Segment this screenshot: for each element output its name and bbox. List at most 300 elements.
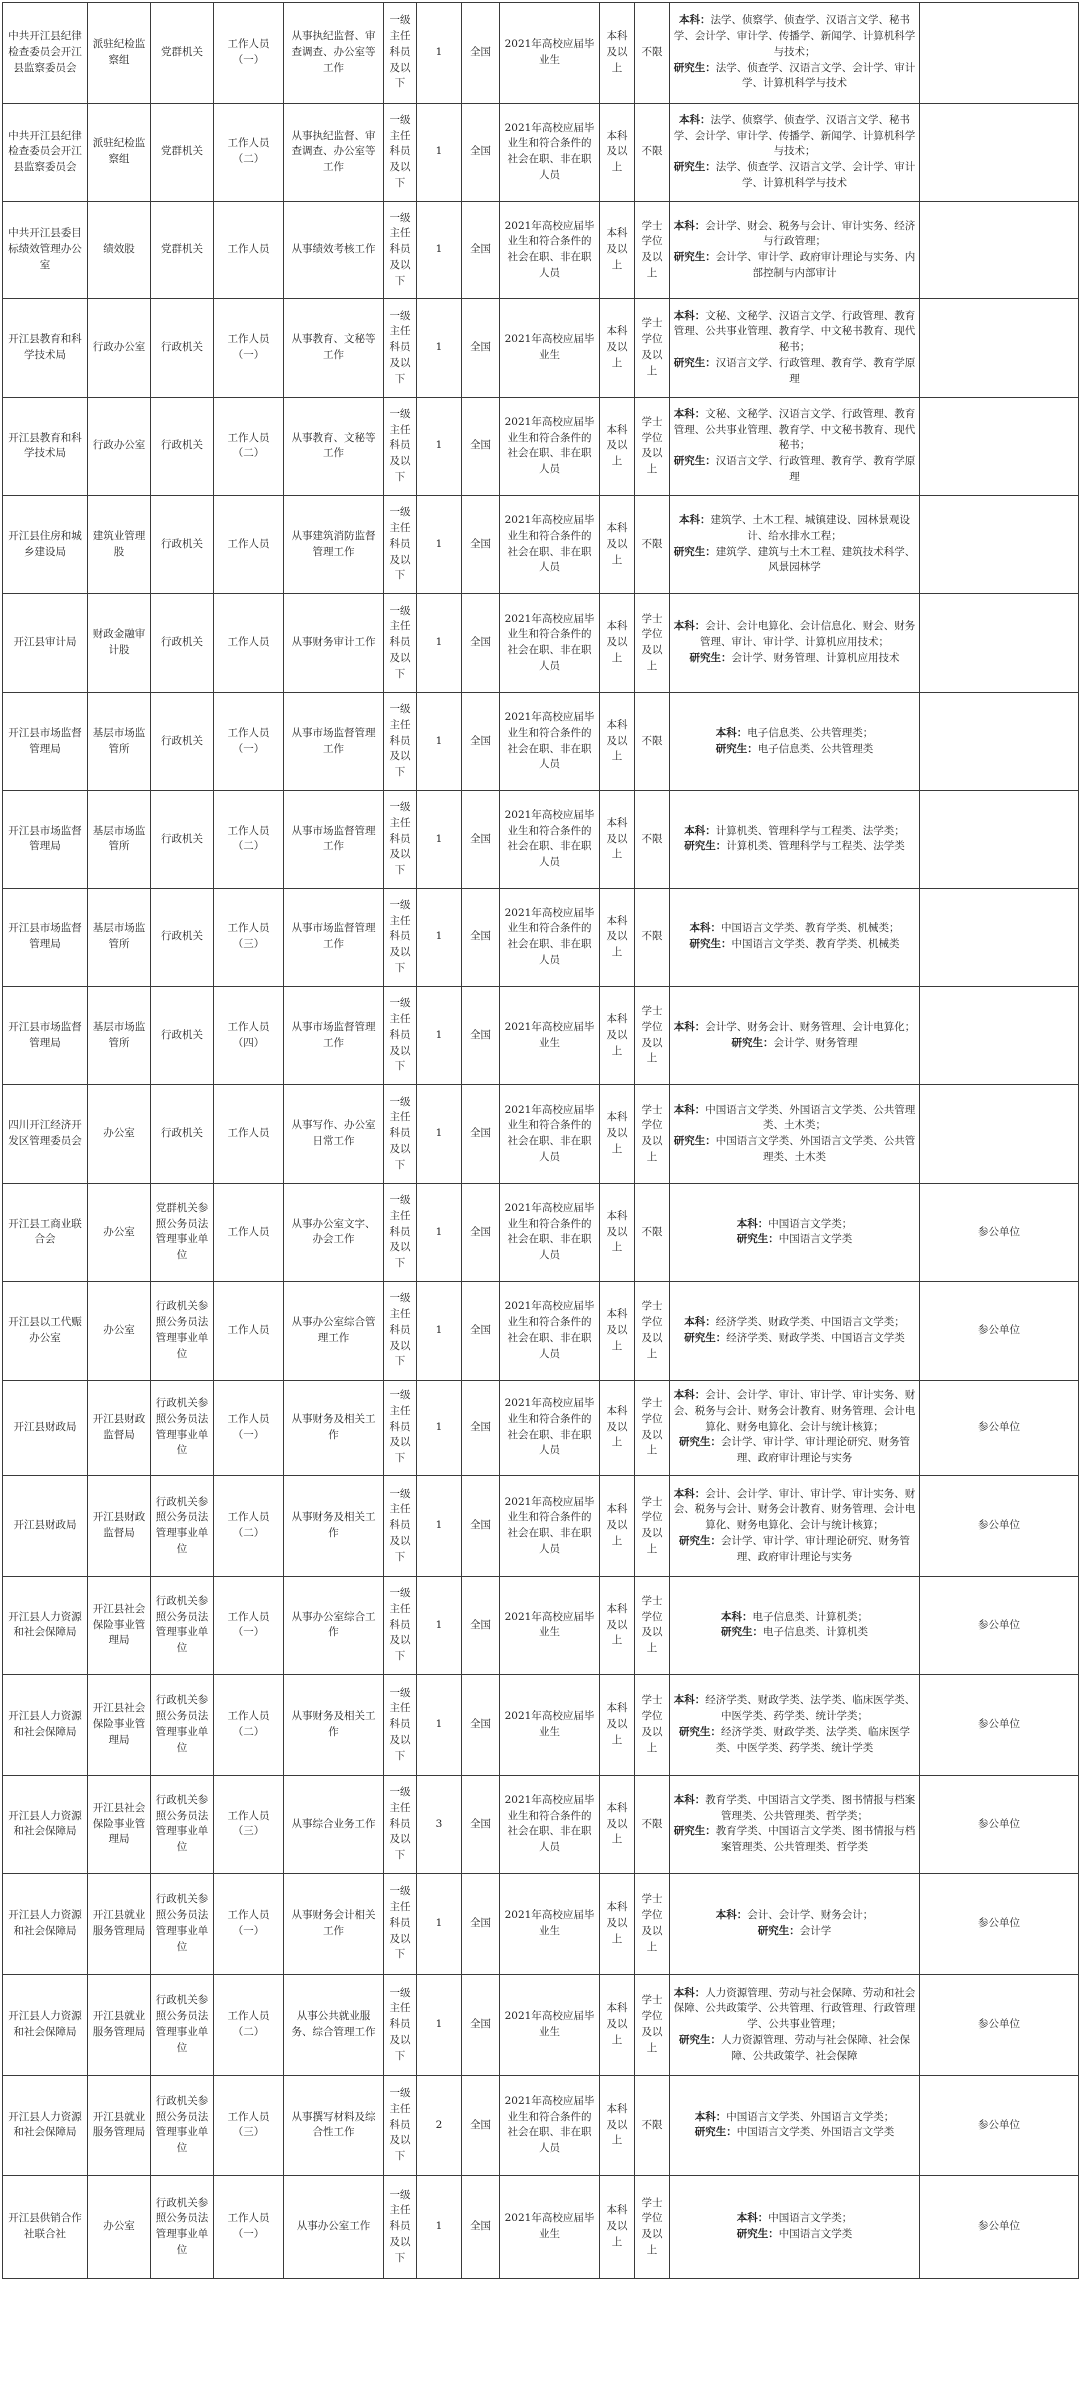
undergrad-label: 本科： [673, 1694, 706, 1707]
recruit-count-cell: 1 [417, 1380, 462, 1475]
department-cell: 开江县人力资源和社会保障局 [3, 1975, 88, 2076]
unit-cell: 建筑业管理股 [88, 496, 151, 594]
unit-nature-cell: 行政机关 [151, 1085, 214, 1183]
grad-label: 研究生： [736, 2228, 779, 2241]
position-name-cell: 工作人员（一） [214, 1873, 284, 1975]
recruit-count-cell: 1 [417, 1282, 462, 1380]
undergrad-label: 本科： [679, 113, 711, 126]
remark-cell [920, 201, 1079, 298]
degree-cell: 学士学位及以上 [635, 1873, 670, 1975]
grad-label: 研究生： [757, 1924, 800, 1937]
education-cell: 本科及以上 [600, 1282, 635, 1380]
degree-cell: 学士学位及以上 [635, 1475, 670, 1577]
target-cell: 2021年高校应届毕业生 [500, 3, 600, 104]
scope-cell: 全国 [462, 1380, 500, 1475]
position-name-cell: 工作人员（三） [214, 888, 284, 986]
unit-nature-cell: 行政机关 [151, 299, 214, 397]
education-cell: 本科及以上 [600, 1674, 635, 1776]
scope-cell: 全国 [462, 986, 500, 1084]
remark-cell [920, 986, 1079, 1084]
education-cell: 本科及以上 [600, 3, 635, 104]
level-cell: 一级主任科员及以下 [384, 791, 417, 888]
scope-cell: 全国 [462, 2075, 500, 2176]
education-cell: 本科及以上 [600, 2176, 635, 2279]
education-cell: 本科及以上 [600, 791, 635, 888]
table-row [3, 1085, 1079, 1183]
unit-nature-cell: 党群机关 [151, 103, 214, 201]
level-cell: 一级主任科员及以下 [384, 1085, 417, 1183]
grad-majors: 会计学、财务管理 [773, 1036, 858, 1049]
department-cell: 开江县人力资源和社会保障局 [3, 1674, 88, 1776]
unit-nature-cell: 党群机关 [151, 201, 214, 298]
unit-cell: 行政办公室 [88, 299, 151, 397]
degree-cell: 不限 [635, 888, 670, 986]
grad-label: 研究生： [679, 1534, 721, 1547]
scope-cell: 全国 [462, 496, 500, 594]
degree-cell: 学士学位及以上 [635, 201, 670, 298]
unit-cell: 绩效股 [88, 201, 151, 298]
unit-cell: 基层市场监管所 [88, 986, 151, 1084]
recruit-count-cell: 1 [417, 496, 462, 594]
target-cell: 2021年高校应届毕业生 [500, 2176, 600, 2279]
level-cell: 一级主任科员及以下 [384, 2075, 417, 2176]
major-cell [670, 103, 920, 201]
remark-cell [920, 1085, 1079, 1183]
recruit-count-cell: 3 [417, 1776, 462, 1873]
target-cell: 2021年高校应届毕业生和符合条件的社会在职、非在职人员 [500, 1183, 600, 1281]
undergrad-majors: 中国语言文学类、教育学类、机械类； [721, 922, 900, 935]
degree-cell: 学士学位及以上 [635, 1085, 670, 1183]
major-cell [670, 1475, 920, 1577]
scope-cell: 全国 [462, 3, 500, 104]
major-cell [670, 594, 920, 692]
department-cell: 开江县人力资源和社会保障局 [3, 1577, 88, 1674]
recruit-count-cell: 1 [417, 791, 462, 888]
unit-nature-cell: 行政机关参照公务员法管理事业单位 [151, 1475, 214, 1577]
level-cell: 一级主任科员及以下 [384, 1975, 417, 2076]
degree-cell: 学士学位及以上 [635, 299, 670, 397]
table-row [3, 299, 1079, 397]
undergrad-majors: 人力资源管理、劳动与社会保障、劳动和社会保障、公共政策学、公共管理、行政管理、行政管理学、公共事业管理； [673, 1986, 916, 2031]
grad-majors: 汉语言文学、行政管理、教育学、教育学原理 [715, 356, 916, 385]
level-cell: 一级主任科员及以下 [384, 201, 417, 298]
grad-majors: 教育学类、中国语言文学类、图书情报与档案管理类、公共管理类、哲学类 [715, 1825, 916, 1854]
target-cell: 2021年高校应届毕业生 [500, 986, 600, 1084]
education-cell: 本科及以上 [600, 1975, 635, 2076]
undergrad-majors: 会计学、财务会计、财务管理、会计电算化； [705, 1020, 916, 1033]
duty-cell: 从事建筑消防监督管理工作 [284, 496, 384, 594]
degree-cell: 学士学位及以上 [635, 1380, 670, 1475]
level-cell: 一级主任科员及以下 [384, 1282, 417, 1380]
remark-cell [920, 299, 1079, 397]
remark-cell [920, 103, 1079, 201]
table-row [3, 1282, 1079, 1380]
department-cell: 开江县以工代赈办公室 [3, 1282, 88, 1380]
recruit-count-cell: 1 [417, 103, 462, 201]
undergrad-label: 本科： [736, 1217, 769, 1230]
level-cell: 一级主任科员及以下 [384, 1380, 417, 1475]
scope-cell: 全国 [462, 201, 500, 298]
remark-cell: 参公单位 [920, 2075, 1079, 2176]
table-row [3, 791, 1079, 888]
position-name-cell: 工作人员 [214, 201, 284, 298]
degree-cell: 不限 [635, 103, 670, 201]
recruit-count-cell: 1 [417, 299, 462, 397]
grad-label: 研究生： [673, 1135, 716, 1148]
department-cell: 开江县人力资源和社会保障局 [3, 1776, 88, 1873]
recruit-count-cell: 2 [417, 2075, 462, 2176]
recruit-count-cell: 1 [417, 1674, 462, 1776]
duty-cell: 从事办公室工作 [284, 2176, 384, 2279]
grad-majors: 会计学、审计学、政府审计理论与实务、内部控制与内部审计 [715, 251, 916, 279]
target-cell: 2021年高校应届毕业生和符合条件的社会在职、非在职人员 [500, 496, 600, 594]
target-cell: 2021年高校应届毕业生 [500, 1873, 600, 1975]
degree-cell: 学士学位及以上 [635, 1282, 670, 1380]
unit-cell: 开江县社会保险事业管理局 [88, 1577, 151, 1674]
remark-cell [920, 397, 1079, 495]
remark-cell: 参公单位 [920, 1282, 1079, 1380]
table-row [3, 103, 1079, 201]
department-cell: 开江县市场监督管理局 [3, 692, 88, 790]
level-cell: 一级主任科员及以下 [384, 692, 417, 790]
position-name-cell: 工作人员（二） [214, 397, 284, 495]
undergrad-label: 本科： [673, 1389, 706, 1402]
grad-majors: 电子信息类、公共管理类 [757, 742, 874, 755]
major-cell [670, 791, 920, 888]
unit-nature-cell: 行政机关参照公务员法管理事业单位 [151, 2176, 214, 2279]
level-cell: 一级主任科员及以下 [384, 1776, 417, 1873]
undergrad-majors: 中国语言文学类； [768, 2212, 853, 2225]
duty-cell: 从事财务及相关工作 [284, 1674, 384, 1776]
unit-nature-cell: 行政机关 [151, 397, 214, 495]
position-name-cell: 工作人员（二） [214, 103, 284, 201]
unit-cell: 基层市场监管所 [88, 888, 151, 986]
undergrad-label: 本科： [684, 824, 716, 837]
table-row [3, 1183, 1079, 1281]
major-cell [670, 496, 920, 594]
level-cell: 一级主任科员及以下 [384, 103, 417, 201]
unit-cell: 办公室 [88, 1085, 151, 1183]
undergrad-majors: 法学、侦察学、侦查学、汉语言文学、秘书学、会计学、审计学、传播学、新闻学、计算机科学与技术； [673, 113, 916, 158]
position-name-cell: 工作人员（一） [214, 1577, 284, 1674]
major-cell [670, 986, 920, 1084]
remark-cell [920, 888, 1079, 986]
department-cell: 中共开江县纪律检查委员会开江县监察委员会 [3, 3, 88, 104]
target-cell: 2021年高校应届毕业生 [500, 1674, 600, 1776]
major-cell [670, 2176, 920, 2279]
unit-nature-cell: 行政机关参照公务员法管理事业单位 [151, 1873, 214, 1975]
grad-label: 研究生： [684, 1331, 727, 1344]
department-cell: 开江县审计局 [3, 594, 88, 692]
undergrad-majors: 教育学类、中国语言文学类、图书情报与档案管理类、公共管理类、哲学类； [705, 1793, 916, 1822]
target-cell: 2021年高校应届毕业生 [500, 299, 600, 397]
education-cell: 本科及以上 [600, 594, 635, 692]
unit-cell: 开江县就业服务管理局 [88, 2075, 151, 2176]
department-cell: 开江县教育和科学技术局 [3, 299, 88, 397]
department-cell: 开江县市场监督管理局 [3, 888, 88, 986]
undergrad-label: 本科： [673, 1103, 706, 1116]
remark-cell: 参公单位 [920, 1475, 1079, 1577]
major-cell [670, 1975, 920, 2076]
degree-cell: 不限 [635, 1776, 670, 1873]
grad-majors: 人力资源管理、劳动与社会保障、社会保障、公共政策学、社会保障 [721, 2033, 910, 2062]
undergrad-majors: 法学、侦察学、侦查学、汉语言文学、秘书学、会计学、审计学、传播学、新闻学、计算机科学与技术； [673, 14, 916, 58]
level-cell: 一级主任科员及以下 [384, 2176, 417, 2279]
table-row [3, 888, 1079, 986]
target-cell: 2021年高校应届毕业生和符合条件的社会在职、非在职人员 [500, 1085, 600, 1183]
remark-cell [920, 496, 1079, 594]
undergrad-majors: 电子信息类、计算机类； [752, 1610, 868, 1623]
major-cell [670, 1873, 920, 1975]
scope-cell: 全国 [462, 1475, 500, 1577]
remark-cell [920, 791, 1079, 888]
duty-cell: 从事办公室综合管理工作 [284, 1282, 384, 1380]
grad-majors: 经济学类、财政学类、法学类、临床医学类、中医学类、药学类、统计学类 [715, 1725, 910, 1754]
position-name-cell: 工作人员（一） [214, 299, 284, 397]
grad-majors: 中国语言文学类 [778, 2228, 853, 2241]
table-row [3, 3, 1079, 104]
undergrad-majors: 会计、会计学、审计、审计学、审计实务、财会、税务与会计、财务会计教育、财务管理、会计电算化、财务电算化、会计与统计核算； [673, 1487, 916, 1532]
position-name-cell: 工作人员（二） [214, 791, 284, 888]
education-cell: 本科及以上 [600, 496, 635, 594]
table-row [3, 2176, 1079, 2279]
table-row [3, 692, 1079, 790]
undergrad-majors: 计算机类、管理科学与工程类、法学类； [715, 824, 905, 837]
position-name-cell: 工作人员（二） [214, 1975, 284, 2076]
undergrad-label: 本科： [679, 14, 711, 27]
unit-nature-cell: 行政机关 [151, 986, 214, 1084]
position-name-cell: 工作人员（二） [214, 1674, 284, 1776]
duty-cell: 从事财务及相关工作 [284, 1380, 384, 1475]
unit-nature-cell: 行政机关参照公务员法管理事业单位 [151, 1577, 214, 1674]
education-cell: 本科及以上 [600, 1183, 635, 1281]
recruit-count-cell: 1 [417, 1873, 462, 1975]
unit-nature-cell: 行政机关参照公务员法管理事业单位 [151, 2075, 214, 2176]
department-cell: 开江县人力资源和社会保障局 [3, 2075, 88, 2176]
unit-cell: 开江县社会保险事业管理局 [88, 1776, 151, 1873]
grad-label: 研究生： [721, 1626, 763, 1639]
level-cell: 一级主任科员及以下 [384, 1873, 417, 1975]
table-row [3, 1475, 1079, 1577]
position-name-cell: 工作人员 [214, 1282, 284, 1380]
undergrad-label: 本科： [673, 219, 706, 232]
recruit-count-cell: 1 [417, 3, 462, 104]
recruit-count-cell: 1 [417, 1577, 462, 1674]
degree-cell: 不限 [635, 692, 670, 790]
grad-label: 研究生： [731, 1036, 774, 1049]
table-row [3, 1776, 1079, 1873]
education-cell: 本科及以上 [600, 986, 635, 1084]
degree-cell: 学士学位及以上 [635, 1577, 670, 1674]
scope-cell: 全国 [462, 888, 500, 986]
duty-cell: 从事绩效考核工作 [284, 201, 384, 298]
recruit-count-cell: 1 [417, 888, 462, 986]
major-cell [670, 1183, 920, 1281]
grad-majors: 法学、侦查学、汉语言文学、会计学、审计学、计算机科学与技术 [715, 161, 916, 189]
education-cell: 本科及以上 [600, 1085, 635, 1183]
remark-cell: 参公单位 [920, 1776, 1079, 1873]
scope-cell: 全国 [462, 1674, 500, 1776]
duty-cell: 从事市场监督管理工作 [284, 692, 384, 790]
undergrad-majors: 中国语言文学类、外国语言文学类； [726, 2110, 895, 2123]
department-cell: 开江县人力资源和社会保障局 [3, 1873, 88, 1975]
grad-majors: 中国语言文学类、外国语言文学类、公共管理类、土木类 [715, 1135, 916, 1163]
scope-cell: 全国 [462, 397, 500, 495]
scope-cell: 全国 [462, 1975, 500, 2076]
undergrad-majors: 中国语言文学类； [768, 1217, 853, 1230]
recruit-count-cell: 1 [417, 1085, 462, 1183]
unit-nature-cell: 党群机关 [151, 3, 214, 104]
education-cell: 本科及以上 [600, 103, 635, 201]
level-cell: 一级主任科员及以下 [384, 986, 417, 1084]
target-cell: 2021年高校应届毕业生和符合条件的社会在职、非在职人员 [500, 1282, 600, 1380]
department-cell: 四川开江经济开发区管理委员会 [3, 1085, 88, 1183]
target-cell: 2021年高校应届毕业生和符合条件的社会在职、非在职人员 [500, 201, 600, 298]
scope-cell: 全国 [462, 1183, 500, 1281]
target-cell: 2021年高校应届毕业生和符合条件的社会在职、非在职人员 [500, 1776, 600, 1873]
remark-cell [920, 594, 1079, 692]
scope-cell: 全国 [462, 1873, 500, 1975]
job-table [2, 2, 1079, 2279]
unit-nature-cell: 行政机关参照公务员法管理事业单位 [151, 1380, 214, 1475]
recruit-count-cell: 1 [417, 692, 462, 790]
undergrad-label: 本科： [694, 2110, 727, 2123]
unit-nature-cell: 行政机关参照公务员法管理事业单位 [151, 1282, 214, 1380]
recruit-count-cell: 1 [417, 986, 462, 1084]
level-cell: 一级主任科员及以下 [384, 1577, 417, 1674]
degree-cell: 不限 [635, 496, 670, 594]
major-cell [670, 1085, 920, 1183]
remark-cell: 参公单位 [920, 1183, 1079, 1281]
undergrad-label: 本科： [673, 1487, 706, 1500]
grad-label: 研究生： [715, 742, 758, 755]
remark-cell: 参公单位 [920, 1577, 1079, 1674]
table-row [3, 397, 1079, 495]
remark-cell [920, 3, 1079, 104]
target-cell: 2021年高校应届毕业生和符合条件的社会在职、非在职人员 [500, 1380, 600, 1475]
target-cell: 2021年高校应届毕业生和符合条件的社会在职、非在职人员 [500, 2075, 600, 2176]
unit-nature-cell: 行政机关 [151, 791, 214, 888]
duty-cell: 从事市场监督管理工作 [284, 888, 384, 986]
recruit-count-cell: 1 [417, 1183, 462, 1281]
recruit-count-cell: 1 [417, 2176, 462, 2279]
grad-majors: 中国语言文学类、教育学类、机械类 [731, 938, 900, 951]
education-cell: 本科及以上 [600, 201, 635, 298]
major-cell [670, 1577, 920, 1674]
grad-majors: 经济学类、财政学类、中国语言文学类 [726, 1331, 905, 1344]
remark-cell: 参公单位 [920, 1380, 1079, 1475]
education-cell: 本科及以上 [600, 1577, 635, 1674]
degree-cell: 学士学位及以上 [635, 986, 670, 1084]
duty-cell: 从事公共就业服务、综合管理工作 [284, 1975, 384, 2076]
unit-cell: 开江县就业服务管理局 [88, 1873, 151, 1975]
grad-majors: 中国语言文学类、外国语言文学类 [736, 2126, 895, 2139]
target-cell: 2021年高校应届毕业生 [500, 1975, 600, 2076]
grad-label: 研究生： [689, 651, 732, 664]
table-row [3, 2075, 1079, 2176]
undergrad-label: 本科： [673, 309, 706, 322]
position-name-cell: 工作人员（一） [214, 2176, 284, 2279]
major-cell [670, 1674, 920, 1776]
undergrad-label: 本科： [736, 2212, 769, 2225]
undergrad-majors: 经济学类、财政学类、中国语言文学类； [715, 1316, 905, 1329]
position-name-cell: 工作人员（二） [214, 1475, 284, 1577]
grad-label: 研究生： [673, 161, 716, 174]
grad-label: 研究生： [673, 251, 716, 264]
major-cell [670, 888, 920, 986]
education-cell: 本科及以上 [600, 888, 635, 986]
department-cell: 开江县住房和城乡建设局 [3, 496, 88, 594]
major-cell [670, 299, 920, 397]
unit-nature-cell: 行政机关参照公务员法管理事业单位 [151, 1674, 214, 1776]
duty-cell: 从事写作、办公室日常工作 [284, 1085, 384, 1183]
major-cell [670, 201, 920, 298]
grad-label: 研究生： [673, 455, 716, 468]
major-cell [670, 1282, 920, 1380]
target-cell: 2021年高校应届毕业生和符合条件的社会在职、非在职人员 [500, 1475, 600, 1577]
duty-cell: 从事市场监督管理工作 [284, 791, 384, 888]
degree-cell: 不限 [635, 2075, 670, 2176]
undergrad-label: 本科： [715, 1909, 748, 1922]
grad-label: 研究生： [694, 2126, 737, 2139]
level-cell: 一级主任科员及以下 [384, 888, 417, 986]
unit-nature-cell: 行政机关参照公务员法管理事业单位 [151, 1975, 214, 2076]
scope-cell: 全国 [462, 1776, 500, 1873]
position-name-cell: 工作人员 [214, 1183, 284, 1281]
level-cell: 一级主任科员及以下 [384, 594, 417, 692]
major-cell [670, 397, 920, 495]
major-cell [670, 692, 920, 790]
scope-cell: 全国 [462, 1577, 500, 1674]
duty-cell: 从事教育、文秘等工作 [284, 299, 384, 397]
level-cell: 一级主任科员及以下 [384, 1183, 417, 1281]
education-cell: 本科及以上 [600, 1475, 635, 1577]
level-cell: 一级主任科员及以下 [384, 397, 417, 495]
target-cell: 2021年高校应届毕业生和符合条件的社会在职、非在职人员 [500, 692, 600, 790]
scope-cell: 全国 [462, 2176, 500, 2279]
position-name-cell: 工作人员（一） [214, 3, 284, 104]
education-cell: 本科及以上 [600, 692, 635, 790]
degree-cell: 学士学位及以上 [635, 1975, 670, 2076]
undergrad-label: 本科： [673, 1986, 706, 1999]
table-row [3, 1975, 1079, 2076]
duty-cell: 从事财务会计相关工作 [284, 1873, 384, 1975]
major-cell [670, 1380, 920, 1475]
undergrad-label: 本科： [679, 514, 711, 527]
unit-cell: 基层市场监管所 [88, 692, 151, 790]
department-cell: 中共开江县委目标绩效管理办公室 [3, 201, 88, 298]
grad-label: 研究生： [673, 61, 716, 74]
recruit-count-cell: 1 [417, 594, 462, 692]
degree-cell: 学士学位及以上 [635, 2176, 670, 2279]
grad-majors: 电子信息类、计算机类 [763, 1626, 868, 1639]
education-cell: 本科及以上 [600, 1380, 635, 1475]
table-row [3, 986, 1079, 1084]
undergrad-label: 本科： [673, 407, 706, 420]
unit-nature-cell: 行政机关参照公务员法管理事业单位 [151, 1776, 214, 1873]
undergrad-majors: 会计、会计电算化、会计信息化、财会、财务管理、审计、审计学、计算机应用技术； [700, 620, 916, 649]
remark-cell: 参公单位 [920, 1674, 1079, 1776]
duty-cell: 从事教育、文秘等工作 [284, 397, 384, 495]
undergrad-majors: 会计、会计学、财务会计； [747, 1909, 874, 1922]
table-row [3, 1380, 1079, 1475]
scope-cell: 全国 [462, 1085, 500, 1183]
level-cell: 一级主任科员及以下 [384, 3, 417, 104]
scope-cell: 全国 [462, 299, 500, 397]
unit-cell: 开江县财政监督局 [88, 1380, 151, 1475]
department-cell: 开江县财政局 [3, 1380, 88, 1475]
undergrad-majors: 文秘、文秘学、汉语言文学、行政管理、教育管理、公共事业管理、教育学、中文秘书教育、现代秘书； [673, 309, 916, 354]
